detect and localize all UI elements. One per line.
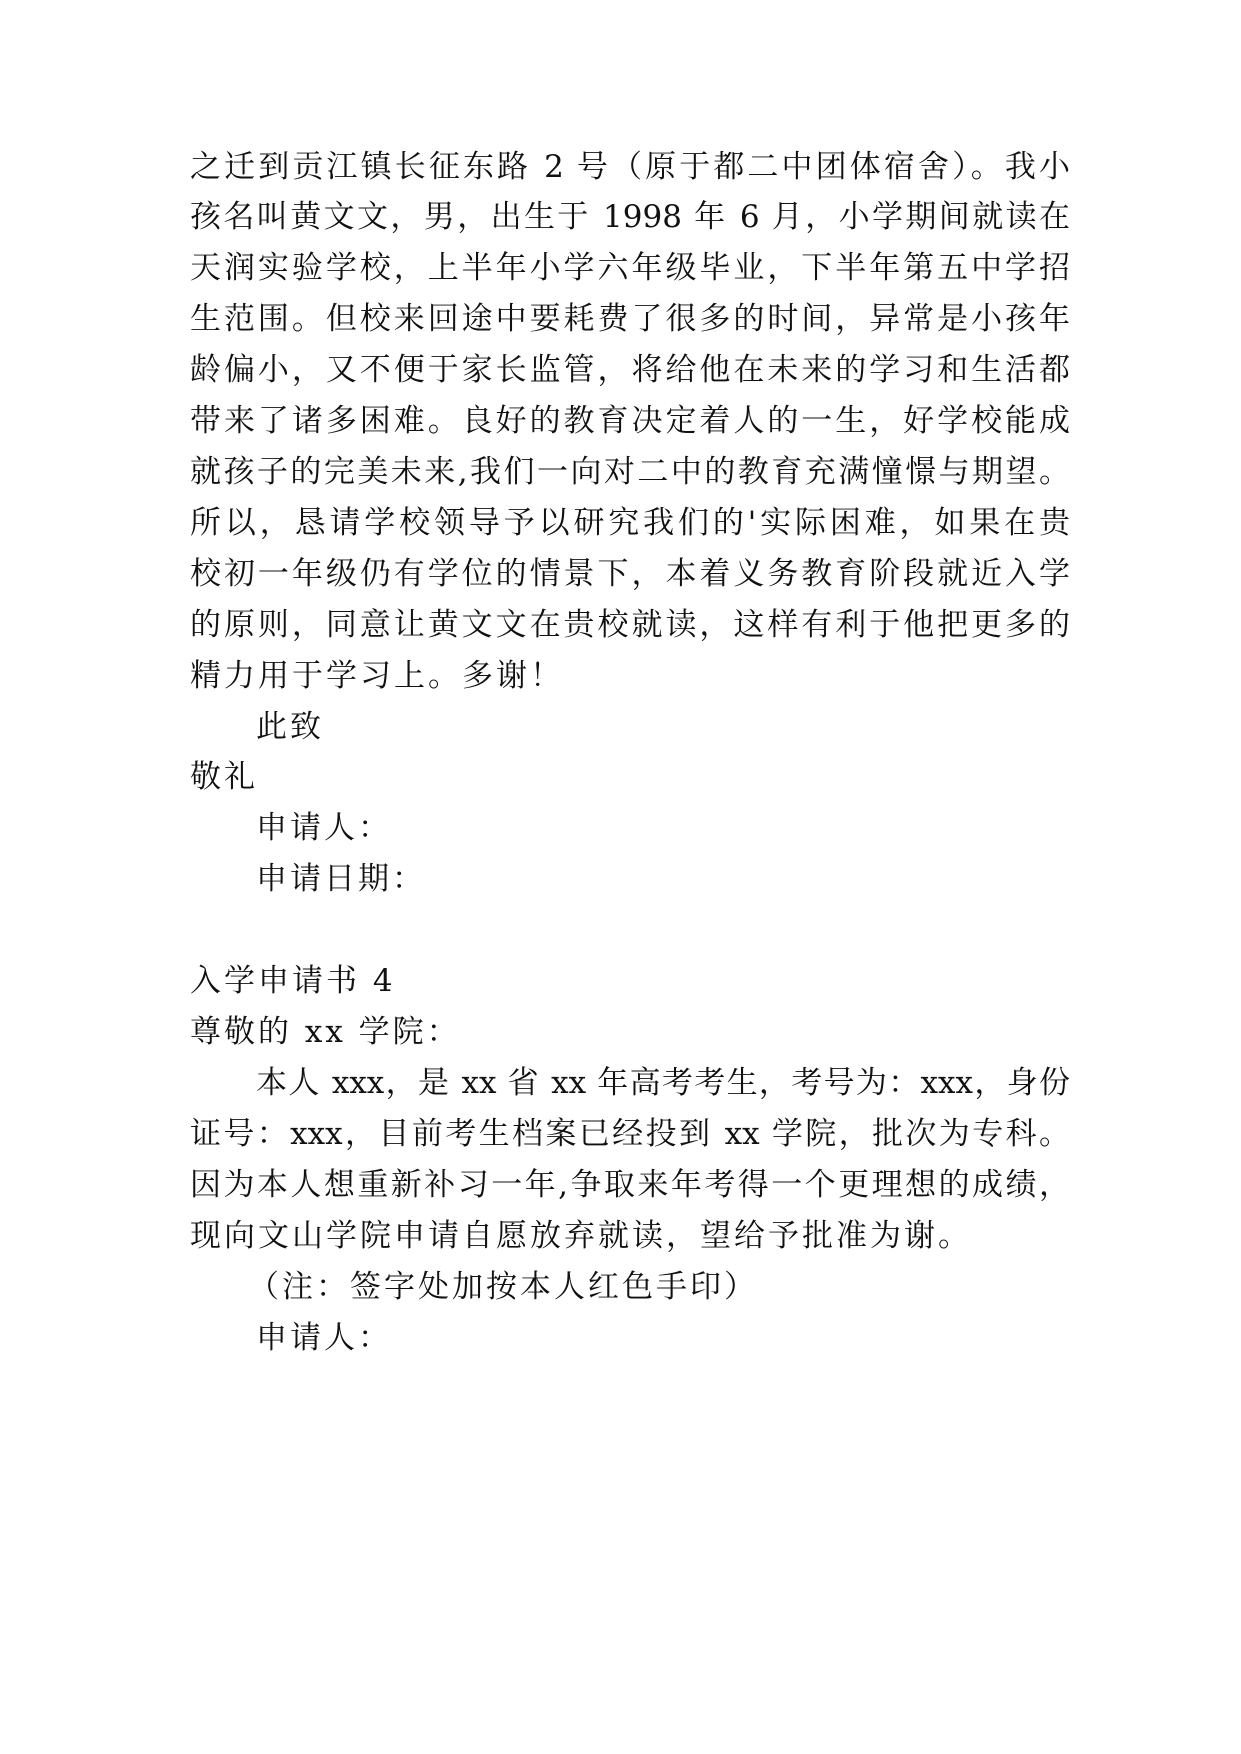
applicant-label: 申请人： [256, 810, 392, 846]
applicant-label: 申请人： [256, 1320, 392, 1356]
letter3-paragraph-line: 所以，恳请学校领导予以研究我们的'实际困难，如果在贵 [190, 505, 1070, 541]
letter4-paragraph-line: 现向文山学院申请自愿放弃就读，望给予批准为谢。 [190, 1218, 972, 1254]
letter3-paragraph-line: 孩名叫黄文文，男，出生于 1998 年 6 月，小学期间就读在 [190, 199, 1070, 235]
section-title: 入学申请书 4 [190, 963, 396, 999]
letter3-paragraph-line: 龄偏小，又不便于家长监管，将给他在未来的学习和生活都 [190, 352, 1070, 388]
letter4-paragraph-line: 因为本人想重新补习一年,争取来年考得一个更理想的成绩， [190, 1167, 1070, 1203]
letter3-paragraph-line: 精力用于学习上。多谢！ [190, 658, 564, 694]
salutation: 尊敬的 xx 学院： [190, 1014, 461, 1050]
closing-salute: 敬礼 [190, 759, 258, 795]
letter3-paragraph-line: 就孩子的完美未来,我们一向对二中的教育充满憧憬与期望。 [190, 454, 1070, 490]
letter3-paragraph-line: 校初一年级仍有学位的情景下，本着义务教育阶段就近入学 [190, 556, 1070, 592]
letter3-paragraph-line: 生范围。但校来回途中要耗费了很多的时间，异常是小孩年 [190, 301, 1070, 337]
letter4-paragraph-line: 本人 xxx，是 xx 省 xx 年高考考生，考号为：xxx，身份 [256, 1065, 1070, 1101]
letter3-paragraph-line: 带来了诸多困难。良好的教育决定着人的一生，好学校能成 [190, 403, 1070, 439]
letter4-paragraph-line: 证号：xxx，目前考生档案已经投到 xx 学院，批次为专科。 [190, 1116, 1070, 1152]
signature-note: （注：签字处加按本人红色手印） [248, 1269, 758, 1305]
application-date-label: 申请日期： [256, 861, 426, 897]
letter3-paragraph-line: 的原则，同意让黄文文在贵校就读，这样有利于他把更多的 [190, 607, 1070, 643]
letter3-paragraph-line: 天润实验学校，上半年小学六年级毕业，下半年第五中学招 [190, 250, 1070, 286]
closing-greeting: 此致 [256, 709, 324, 745]
letter3-paragraph-line: 之迁到贡江镇长征东路 2 号（原于都二中团体宿舍）。我小 [190, 149, 1070, 185]
